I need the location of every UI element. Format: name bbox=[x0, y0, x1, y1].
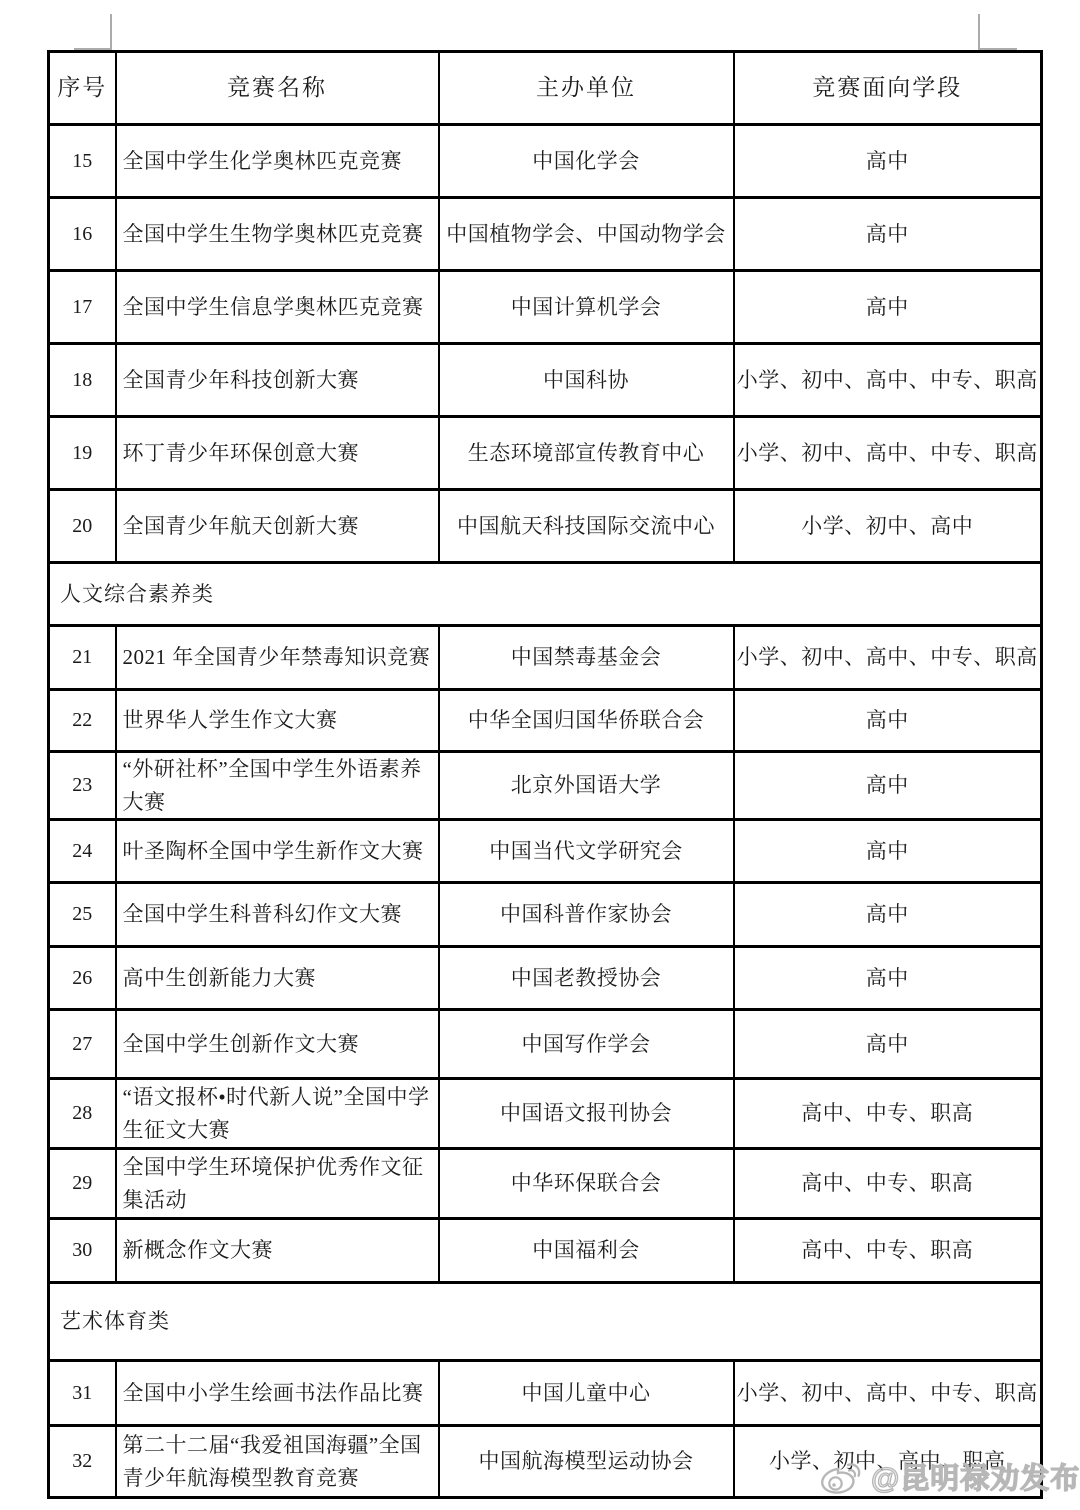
row-number: 23 bbox=[49, 752, 116, 820]
row-number: 30 bbox=[49, 1219, 116, 1283]
table-row bbox=[49, 752, 1042, 820]
organizer: 中国植物学会、中国动物学会 bbox=[439, 198, 734, 271]
row-number: 25 bbox=[49, 883, 116, 947]
stage: 高中 bbox=[734, 947, 1042, 1010]
competition-name: 全国中学生科普科幻作文大赛 bbox=[116, 883, 439, 947]
row-number: 31 bbox=[49, 1361, 116, 1426]
stage: 高中 bbox=[734, 883, 1042, 947]
section-row bbox=[49, 563, 1042, 626]
stage: 小学、初中、高中、中专、职高 bbox=[734, 344, 1042, 417]
competition-name: “外研社杯”全国中学生外语素养大赛 bbox=[116, 752, 439, 820]
stage: 高中、中专、职高 bbox=[734, 1219, 1042, 1283]
table-row bbox=[49, 490, 1042, 563]
organizer: 生态环境部宣传教育中心 bbox=[439, 417, 734, 490]
organizer: 中国福利会 bbox=[439, 1219, 734, 1283]
table-row bbox=[49, 271, 1042, 344]
row-number: 19 bbox=[49, 417, 116, 490]
watermark-text: @昆明禄劝发布 bbox=[871, 1463, 1080, 1495]
table-row bbox=[49, 1149, 1042, 1219]
organizer: 中国禁毒基金会 bbox=[439, 626, 734, 690]
row-number: 15 bbox=[49, 125, 116, 198]
table-row bbox=[49, 1010, 1042, 1079]
row-number: 18 bbox=[49, 344, 116, 417]
table-row bbox=[49, 1426, 1042, 1498]
organizer: 中国科协 bbox=[439, 344, 734, 417]
stage: 高中 bbox=[734, 271, 1042, 344]
stage: 小学、初中、高中、中专、职高 bbox=[734, 1361, 1042, 1426]
competition-name: 全国中学生化学奥林匹克竞赛 bbox=[116, 125, 439, 198]
crop-mark-right-vertical bbox=[978, 14, 980, 50]
row-number: 29 bbox=[49, 1149, 116, 1219]
organizer: 北京外国语大学 bbox=[439, 752, 734, 820]
competition-name: 2021 年全国青少年禁毒知识竞赛 bbox=[116, 626, 439, 690]
competition-name: 全国青少年科技创新大赛 bbox=[116, 344, 439, 417]
organizer: 中国航天科技国际交流中心 bbox=[439, 490, 734, 563]
row-number: 28 bbox=[49, 1079, 116, 1149]
table-row bbox=[49, 198, 1042, 271]
competition-name: 全国青少年航天创新大赛 bbox=[116, 490, 439, 563]
column-header-no: 序号 bbox=[49, 52, 116, 125]
stage: 高中 bbox=[734, 1010, 1042, 1079]
stage: 高中、中专、职高 bbox=[734, 1149, 1042, 1219]
competition-name: 第二十二届“我爱祖国海疆”全国青少年航海模型教育竞赛 bbox=[116, 1426, 439, 1498]
row-number: 20 bbox=[49, 490, 116, 563]
section-label: 艺术体育类 bbox=[49, 1283, 1042, 1361]
competition-name: 全国中学生环境保护优秀作文征集活动 bbox=[116, 1149, 439, 1219]
organizer: 中国当代文学研究会 bbox=[439, 820, 734, 883]
stage: 小学、初中、高中、中专、职高 bbox=[734, 417, 1042, 490]
organizer: 中国写作学会 bbox=[439, 1010, 734, 1079]
table-row bbox=[49, 1361, 1042, 1426]
row-number: 22 bbox=[49, 690, 116, 752]
section-row bbox=[49, 1283, 1042, 1361]
table-row bbox=[49, 626, 1042, 690]
competition-name: 新概念作文大赛 bbox=[116, 1219, 439, 1283]
stage: 小学、初中、高中 bbox=[734, 490, 1042, 563]
row-number: 16 bbox=[49, 198, 116, 271]
competition-name: 世界华人学生作文大赛 bbox=[116, 690, 439, 752]
competitions-table bbox=[47, 50, 1043, 1499]
competition-name: 全国中学生生物学奥林匹克竞赛 bbox=[116, 198, 439, 271]
stage: 小学、初中、高中、中专、职高 bbox=[734, 626, 1042, 690]
stage: 高中 bbox=[734, 125, 1042, 198]
crop-mark-left-vertical bbox=[110, 14, 112, 50]
competition-name: 环丁青少年环保创意大赛 bbox=[116, 417, 439, 490]
table-row bbox=[49, 1079, 1042, 1149]
table-row bbox=[49, 417, 1042, 490]
stage: 高中 bbox=[734, 198, 1042, 271]
organizer: 中国化学会 bbox=[439, 125, 734, 198]
column-header-stage: 竞赛面向学段 bbox=[734, 52, 1042, 125]
header-row bbox=[49, 52, 1042, 125]
row-number: 21 bbox=[49, 626, 116, 690]
competition-name: 全国中学生信息学奥林匹克竞赛 bbox=[116, 271, 439, 344]
organizer: 中国老教授协会 bbox=[439, 947, 734, 1010]
stage: 高中、中专、职高 bbox=[734, 1079, 1042, 1149]
row-number: 32 bbox=[49, 1426, 116, 1498]
table-row bbox=[49, 344, 1042, 417]
section-label: 人文综合素养类 bbox=[49, 563, 1042, 626]
organizer: 中华全国归国华侨联合会 bbox=[439, 690, 734, 752]
organizer: 中国计算机学会 bbox=[439, 271, 734, 344]
table-row bbox=[49, 125, 1042, 198]
stage: 小学、初中、高中、职高 bbox=[734, 1426, 1042, 1498]
organizer: 中华环保联合会 bbox=[439, 1149, 734, 1219]
table-row bbox=[49, 690, 1042, 752]
competition-name: 全国中小学生绘画书法作品比赛 bbox=[116, 1361, 439, 1426]
column-header-name: 竞赛名称 bbox=[116, 52, 439, 125]
stage: 高中 bbox=[734, 752, 1042, 820]
competition-name: “语文报杯•时代新人说”全国中学生征文大赛 bbox=[116, 1079, 439, 1149]
row-number: 24 bbox=[49, 820, 116, 883]
row-number: 17 bbox=[49, 271, 116, 344]
organizer: 中国语文报刊协会 bbox=[439, 1079, 734, 1149]
table-row bbox=[49, 947, 1042, 1010]
organizer: 中国儿童中心 bbox=[439, 1361, 734, 1426]
organizer: 中国航海模型运动协会 bbox=[439, 1426, 734, 1498]
organizer: 中国科普作家协会 bbox=[439, 883, 734, 947]
row-number: 26 bbox=[49, 947, 116, 1010]
table-row bbox=[49, 820, 1042, 883]
stage: 高中 bbox=[734, 820, 1042, 883]
competition-name: 高中生创新能力大赛 bbox=[116, 947, 439, 1010]
table-row bbox=[49, 883, 1042, 947]
competition-name: 叶圣陶杯全国中学生新作文大赛 bbox=[116, 820, 439, 883]
row-number: 27 bbox=[49, 1010, 116, 1079]
competition-name: 全国中学生创新作文大赛 bbox=[116, 1010, 439, 1079]
table-row bbox=[49, 1219, 1042, 1283]
stage: 高中 bbox=[734, 690, 1042, 752]
column-header-organizer: 主办单位 bbox=[439, 52, 734, 125]
